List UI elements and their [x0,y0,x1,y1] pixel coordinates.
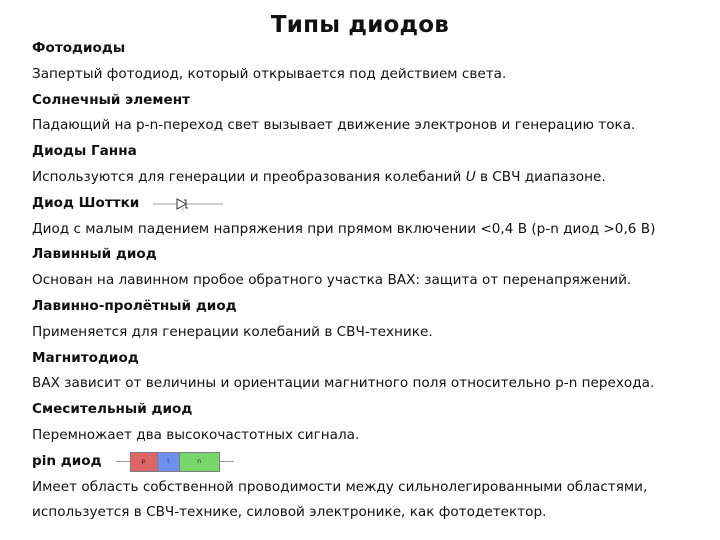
heading-impatt-diode: Лавинно-пролётный диод [32,297,237,314]
heading-solar-cell: Солнечный элемент [32,91,190,108]
pin-layer-i: i [158,452,180,472]
desc-gunn-part2: в СВЧ диапазоне. [475,168,606,185]
heading-gunn-diodes: Диоды Ганна [32,143,137,160]
diode-types-list [32,36,712,526]
desc-photodiodes: Запертый фотодиод, который открывается под действием света. [32,65,507,82]
heading-magnetodiode: Магнитодиод [32,349,139,366]
desc-gunn-variable: U [465,168,476,185]
schottky-diode-symbol-icon [153,197,223,211]
pin-layer-n: n [180,452,220,472]
heading-schottky-row [32,191,712,217]
desc-impatt-diode: Применяется для генерации колебаний в СВЧ-технике. [32,323,433,340]
heading-schottky: Диод Шоттки [32,194,140,211]
heading-pin-diode: pin диод [32,452,102,469]
desc-pin-diode-line1: Имеет область собственной проводимости между сильнолегированными областями, [32,478,648,495]
heading-avalanche-diode: Лавинный диод [32,246,157,263]
pin-left-lead [116,461,130,462]
desc-schottky: Диод с малым падением напряжения при прямом включении <0,4 В (p-n диод >0,6 В) [32,220,656,237]
desc-magnetodiode: ВАХ зависит от величины и ориентации магнитного поля относительно p-n перехода. [32,375,655,392]
desc-solar-cell: Падающий на p-n-переход свет вызывает движение электронов и генерацию тока. [32,117,636,134]
pin-layer-p: p [130,452,158,472]
heading-photodiodes: Фотодиоды [32,40,126,56]
heading-pin-row [32,449,712,475]
desc-avalanche-diode: Основан на лавинном пробое обратного участка ВАХ: защита от перенапряжений. [32,272,632,289]
desc-pin-diode-line2: используется в СВЧ-технике, силовой электронике, как фотодетектор. [32,504,547,521]
heading-mixer-diode: Смесительный диод [32,401,193,418]
desc-gunn-diodes [32,165,712,191]
pin-diode-structure-diagram [116,451,234,473]
pin-right-lead [220,461,234,462]
desc-gunn-part1: Используются для генерации и преобразования колебаний [32,168,466,185]
slide-title: Типы диодов [270,12,450,38]
desc-mixer-diode: Перемножает два высокочастотных сигнала. [32,426,360,443]
